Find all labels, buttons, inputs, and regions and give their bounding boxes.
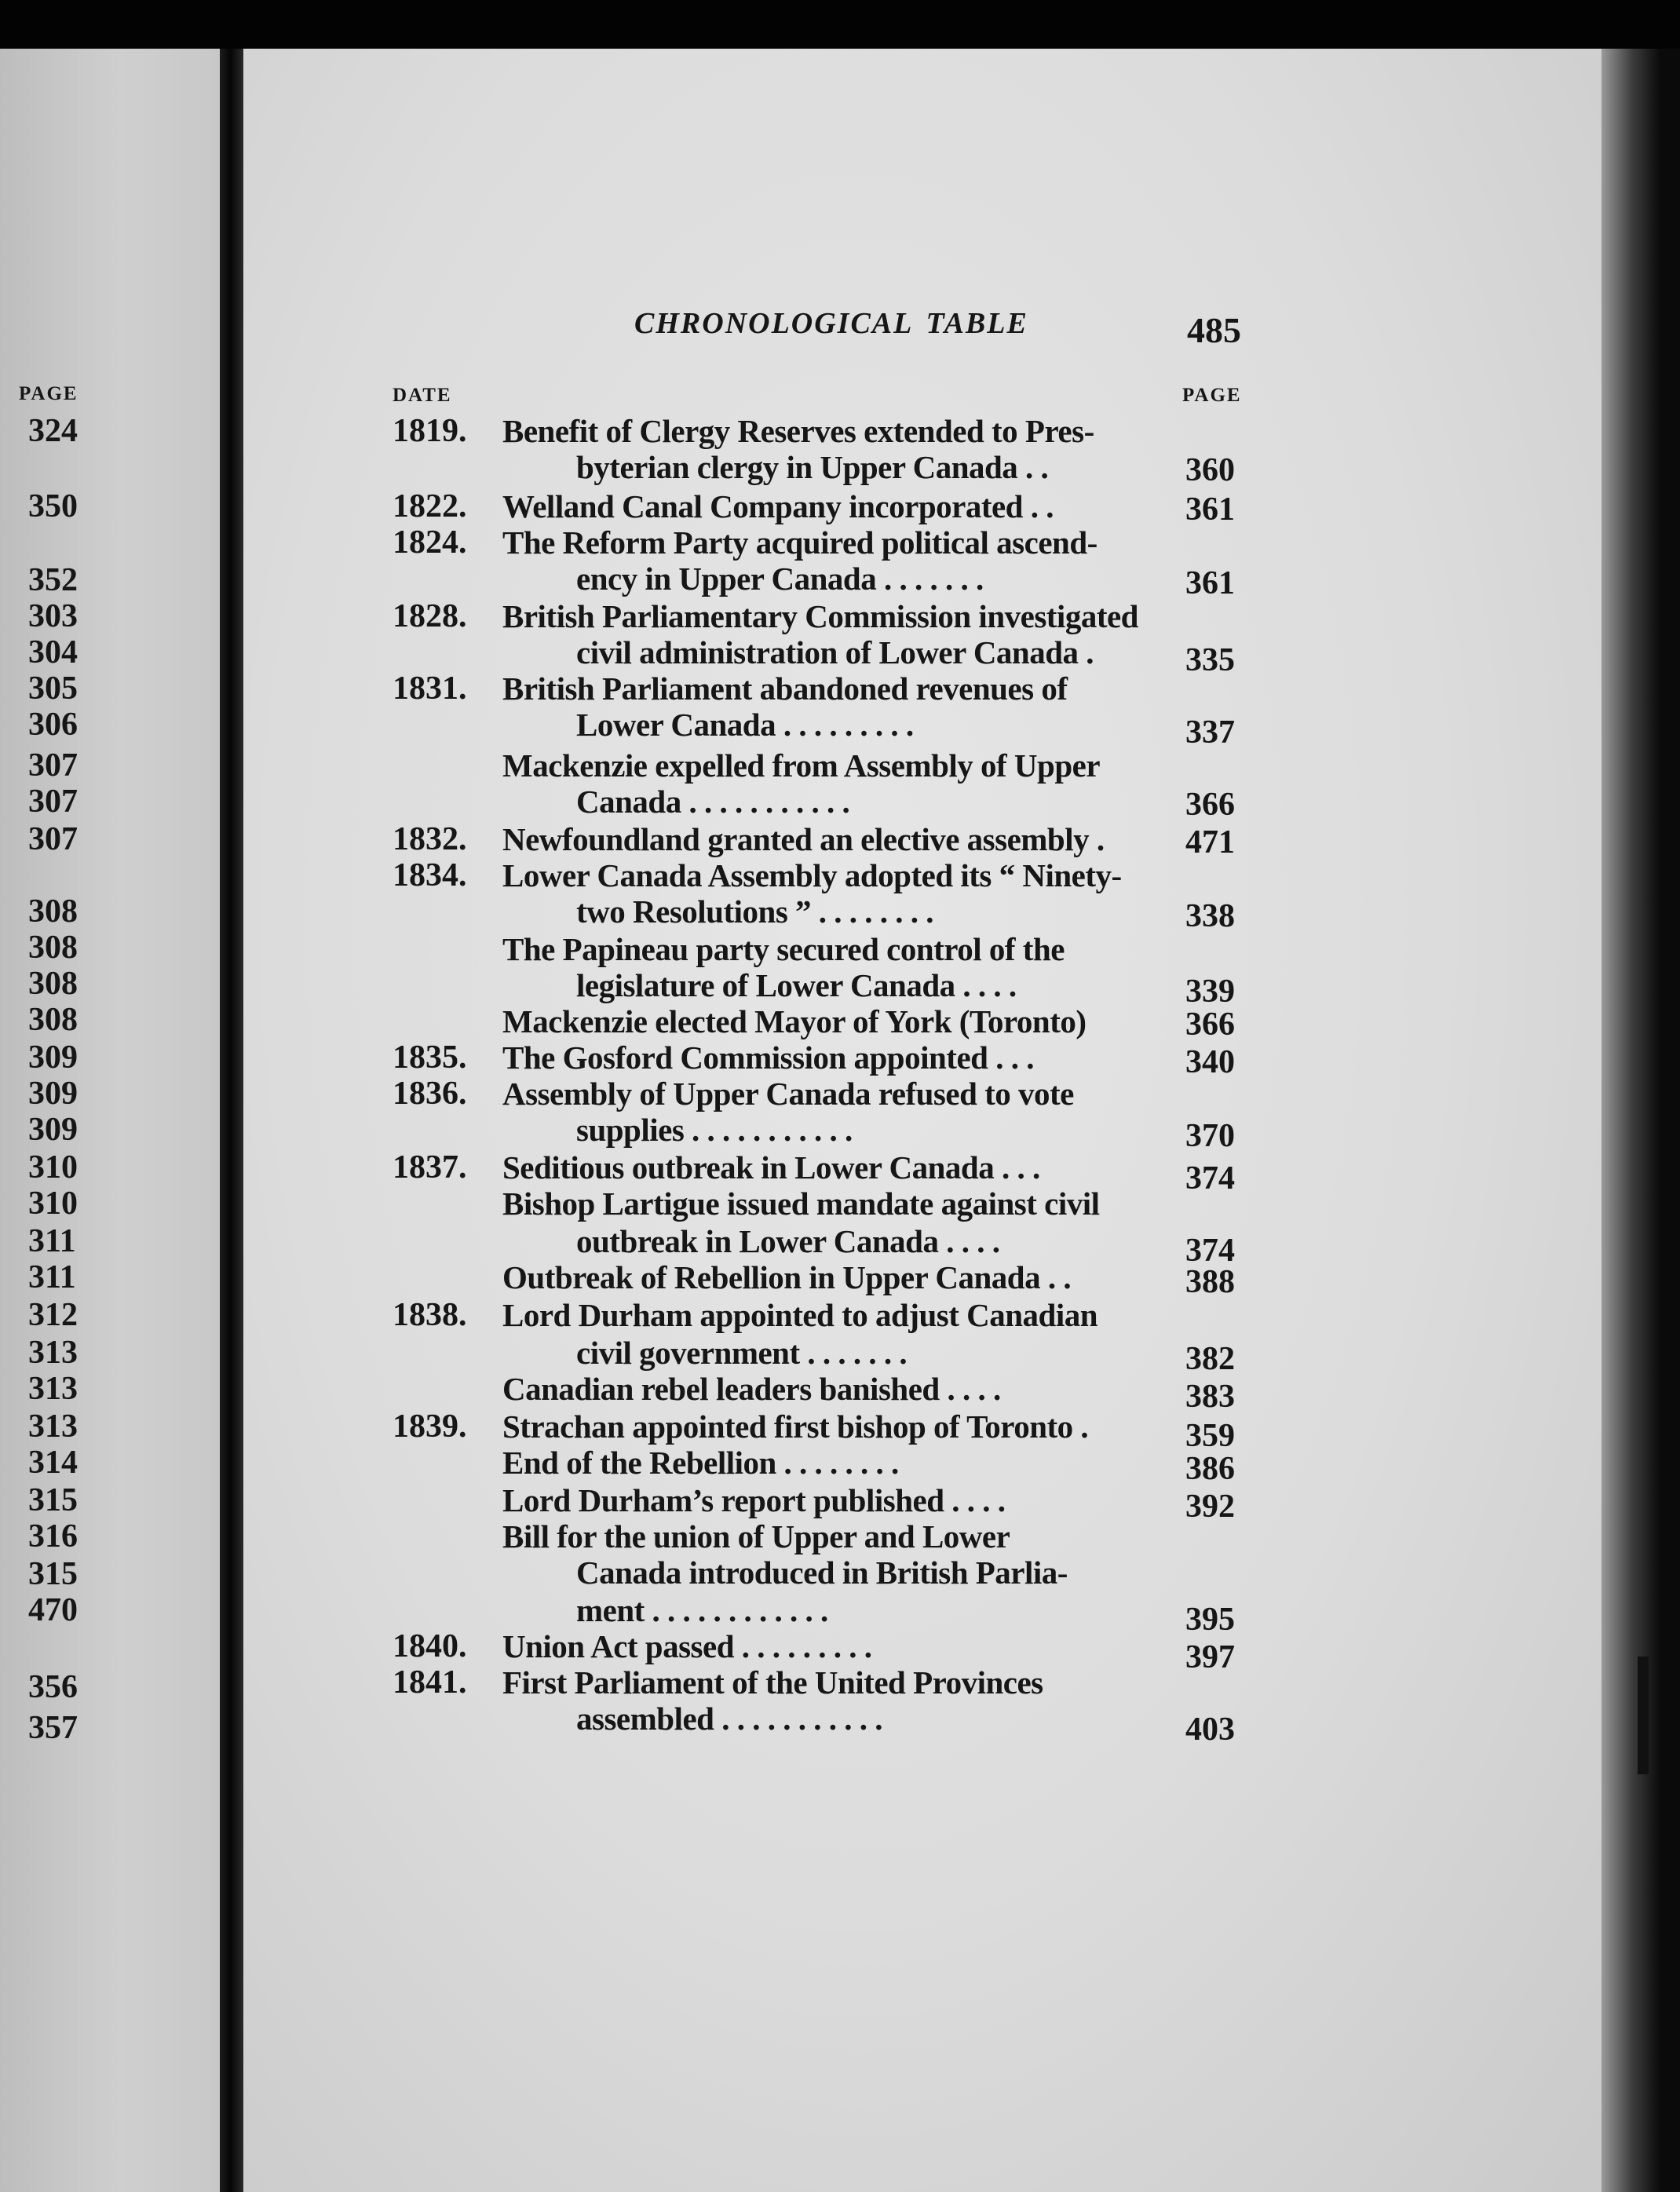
left-page-ref: 312 [28, 1297, 78, 1333]
year-label: 1819. [393, 413, 467, 449]
page-ref: 403 [1185, 1712, 1235, 1748]
left-page-ref: 311 [28, 1223, 76, 1259]
left-page-ref: 350 [28, 488, 78, 524]
entry-line: legislature of Lower Canada . . . . [576, 967, 1017, 1003]
year-label: 1835. [393, 1039, 467, 1076]
left-page-ref: 470 [28, 1592, 78, 1628]
left-page-ref: 309 [28, 1076, 78, 1112]
left-page-ref: 304 [28, 634, 78, 670]
left-page-ref: 311 [28, 1259, 76, 1295]
entry-line: Canada . . . . . . . . . . . [576, 784, 850, 820]
entry-line: Lord Durham’s report published . . . . [502, 1482, 1006, 1518]
entry-line: Canada introduced in British Parlia- [576, 1554, 1068, 1591]
left-page-ref: 309 [28, 1112, 78, 1148]
page-ref: 366 [1185, 1006, 1235, 1043]
left-page-ref: 303 [28, 598, 78, 634]
year-label: 1831. [393, 670, 467, 707]
left-page-ref: 307 [28, 747, 78, 784]
date-column-header: DATE [393, 385, 452, 406]
left-page-ref: 308 [28, 930, 78, 966]
year-label: 1822. [393, 488, 467, 524]
entry-line: First Parliament of the United Provinces [502, 1664, 1043, 1701]
left-page-ref: 356 [28, 1669, 78, 1705]
page-ref: 395 [1185, 1602, 1235, 1638]
page-ref: 338 [1185, 898, 1235, 934]
year-label: 1839. [393, 1408, 467, 1445]
running-title: CHRONOLOGICAL TABLE [634, 307, 1028, 340]
page-ref: 388 [1185, 1264, 1235, 1300]
left-page-ref: 310 [28, 1186, 78, 1222]
entry-line: Benefit of Clergy Reserves extended to Pres- [502, 413, 1094, 449]
entry-line: Lower Canada . . . . . . . . . [576, 707, 914, 743]
page-ref: 382 [1185, 1341, 1235, 1377]
entry-line: byterian clergy in Upper Canada . . [576, 449, 1049, 485]
left-page-ref: 307 [28, 821, 78, 857]
book-gutter [220, 49, 243, 2192]
entry-line: outbreak in Lower Canada . . . . [576, 1223, 1000, 1259]
left-page-ref: 352 [28, 562, 78, 598]
entry-line: ment . . . . . . . . . . . . [576, 1592, 828, 1628]
page-ref: 386 [1185, 1451, 1235, 1487]
page-ref: 366 [1185, 787, 1235, 823]
page-column-header: PAGE [1182, 385, 1242, 406]
page-edge-shadow [1601, 49, 1680, 2192]
left-page-ref: 357 [28, 1710, 78, 1746]
page-ref: 335 [1185, 642, 1235, 678]
year-label: 1841. [393, 1664, 467, 1701]
page-ref: 374 [1185, 1160, 1235, 1196]
page-ref: 392 [1185, 1489, 1235, 1525]
entry-line: Mackenzie expelled from Assembly of Upper [502, 747, 1101, 784]
page-ref: 374 [1185, 1233, 1235, 1269]
year-label: 1838. [393, 1297, 467, 1333]
page-ref: 359 [1185, 1418, 1235, 1454]
page-ref: 361 [1185, 565, 1235, 601]
year-label: 1828. [393, 598, 467, 634]
page-ref: 471 [1185, 824, 1235, 860]
entry-line: Bishop Lartigue issued mandate against civil [502, 1186, 1100, 1222]
page-ref: 339 [1185, 974, 1235, 1010]
entry-line: The Papineau party secured control of the [502, 931, 1065, 967]
left-page-ref: 305 [28, 670, 78, 707]
left-page-ref: 313 [28, 1371, 78, 1407]
entry-line: The Reform Party acquired political ascend- [502, 524, 1097, 561]
left-page-column-header: PAGE [19, 383, 79, 404]
left-page-ref: 309 [28, 1039, 78, 1076]
entry-line: Lord Durham appointed to adjust Canadian [502, 1297, 1098, 1333]
entry-line: Bill for the union of Upper and Lower [502, 1518, 1010, 1554]
entry-line: Outbreak of Rebellion in Upper Canada . . [502, 1259, 1072, 1295]
left-page-ref: 316 [28, 1518, 78, 1554]
entry-line: civil administration of Lower Canada . [576, 634, 1094, 670]
entry-line: two Resolutions ” . . . . . . . . [576, 893, 934, 930]
entry-line: ency in Upper Canada . . . . . . . [576, 561, 984, 597]
entry-line: Canadian rebel leaders banished . . . . [502, 1371, 1001, 1407]
page-ref: 383 [1185, 1379, 1235, 1415]
left-page-ref: 308 [28, 893, 78, 930]
left-page-ref: 324 [28, 413, 78, 449]
edge-mark [1638, 1657, 1649, 1774]
entry-line: Assembly of Upper Canada refused to vote [502, 1076, 1074, 1112]
page-ref: 360 [1185, 452, 1235, 488]
page-ref: 370 [1185, 1118, 1235, 1154]
left-page-ref: 315 [28, 1482, 78, 1518]
entry-line: British Parliament abandoned revenues of [502, 670, 1068, 707]
year-label: 1840. [393, 1628, 467, 1664]
entry-line: Mackenzie elected Mayor of York (Toronto) [502, 1003, 1087, 1039]
page-ref: 361 [1185, 491, 1235, 528]
page-number: 485 [1187, 310, 1241, 350]
year-label: 1832. [393, 821, 467, 857]
left-page-ref: 308 [28, 966, 78, 1002]
left-page-ref: 313 [28, 1408, 78, 1445]
entry-line: End of the Rebellion . . . . . . . . [502, 1445, 899, 1481]
entry-line: Union Act passed . . . . . . . . . [502, 1628, 872, 1664]
left-page-ref: 306 [28, 707, 78, 743]
year-label: 1837. [393, 1149, 467, 1186]
left-page-ref: 315 [28, 1556, 78, 1592]
entry-line: The Gosford Commission appointed . . . [502, 1039, 1034, 1076]
entry-line: Newfoundland granted an elective assembly . [502, 821, 1105, 857]
left-page-ref: 308 [28, 1002, 78, 1038]
entry-line: Welland Canal Company incorporated . . [502, 488, 1054, 524]
entry-line: Lower Canada Assembly adopted its “ Ninety- [502, 857, 1122, 893]
year-label: 1836. [393, 1076, 467, 1112]
year-label: 1824. [393, 524, 467, 561]
right-page [243, 49, 1609, 2192]
year-label: 1834. [393, 857, 467, 893]
left-page-ref: 307 [28, 784, 78, 820]
page-ref: 397 [1185, 1639, 1235, 1675]
entry-line: Seditious outbreak in Lower Canada . . . [502, 1149, 1040, 1186]
left-page-ref: 310 [28, 1149, 78, 1186]
page-ref: 340 [1185, 1044, 1235, 1080]
page-ref: 337 [1185, 714, 1235, 751]
scan-border-top [0, 0, 1680, 49]
left-page-ref: 314 [28, 1445, 78, 1481]
entry-line: supplies . . . . . . . . . . . [576, 1112, 853, 1148]
left-page-ref: 313 [28, 1335, 78, 1371]
entry-line: British Parliamentary Commission investigated [502, 598, 1138, 634]
entry-line: Strachan appointed first bishop of Toronto . [502, 1408, 1089, 1445]
entry-line: civil government . . . . . . . [576, 1335, 908, 1371]
entry-line: assembled . . . . . . . . . . . [576, 1701, 882, 1737]
